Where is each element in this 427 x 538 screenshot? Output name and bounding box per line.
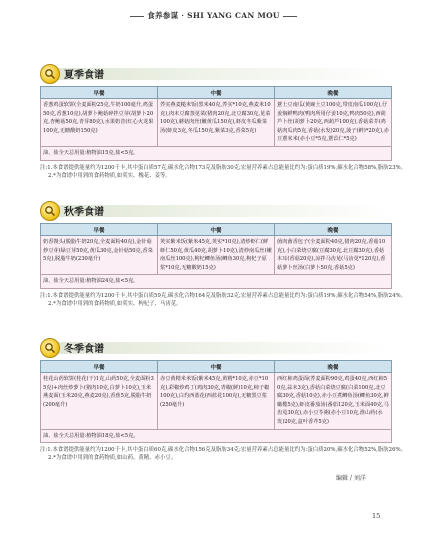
- breakfast-cell: 奶香馒头(脱脂牛奶20克,全麦面粉40克),金针菇炒豆芽(绿豆芽50克,黄瓜30克,金针菇50克,香菜5克),脱脂牛奶(230毫升): [41, 236, 158, 275]
- note-line: 2.*为食谱中用到的食药物质,如荚实、槐花、姜等。: [48, 172, 171, 179]
- dinner-cell: 菌肉菌香包子(全麦面粉40克,猪肉20克,香菇10克),小白菜烧豆腐(豆腐30克,北豆腐30克),香菇木耳(香菇20克),凉拌马齿苋(马齿苋*120克),香菇萝卜丝汤(白萝卜50克,香菇5克): [275, 236, 392, 275]
- editor-credit: 编辑 / 刘洋: [336, 475, 366, 482]
- column-header-lunch: 中餐: [158, 224, 275, 236]
- note-line: 2.*为食谱中用到的食药物质,如山药、黄精、赤小豆。: [48, 455, 177, 462]
- note-line: 注:1.本食谱提供能量约为1200千卡,其中蛋白质60克,碳水化合物156克及脂肪34克;宏量营养素占总能量比约为:蛋白质20%,碳水化合物52%,脂肪26%。: [40, 447, 407, 454]
- column-header-lunch: 中餐: [158, 361, 275, 373]
- note-line: 注:1.本食谱提供能量约为1200千卡,其中蛋白质57克,碳水化合物173克及脂肪30克;宏量营养素占总能量比约为:蛋白质19%,碳水化合物58%,脂肪23%。: [40, 164, 407, 171]
- section-heading: [40, 338, 392, 360]
- winter-section: [40, 338, 407, 462]
- dinner-cell: 西红柿鸡蛋面(荞麦面粉90克,鸡蛋40克,西红柿50克,蒜末3克),香菇白菜烧豆腐(白菜100克,北豆腐30克,香菇10克),赤小豆煮鲫鱼汤(鲫鱼30克,鲜橄榄5克),虾皮番茄汤(番茄120克,玉米面40克,马齿苋30克),赤小豆苓粥(赤小豆10克,淮山药(水发)20克,盒叶香芹5克): [275, 373, 392, 430]
- oil-salt-total: 油、盐全天总用量:植物油24克,盐<5克。: [41, 275, 392, 289]
- recipe-table: [40, 223, 392, 289]
- column-header-dinner: 晚餐: [275, 361, 392, 373]
- recipe-table: [40, 360, 392, 443]
- oil-salt-total: 油、盐全天总用量:植物油15克,盐<5克。: [41, 146, 392, 160]
- column-header-breakfast: 早餐: [41, 87, 158, 99]
- column-header-dinner: 晚餐: [275, 224, 392, 236]
- autumn-section: [40, 201, 407, 308]
- column-header-dinner: 晚餐: [275, 87, 392, 99]
- notes: [40, 446, 407, 462]
- section-title: 冬季食谱: [64, 344, 104, 355]
- lunch-cell: 荚实紫米饭(紫米45克,荚实*10克),清炒虾仁(鲜虾仁50克,黄瓜40克,胡萝卜10克),清炒南瓜丝(嫩南瓜丝100克),枸杞鲫鱼汤(鲫鱼30克,枸杞子原浆*10克,无糖酸奶15克): [158, 236, 275, 275]
- notes: [40, 292, 407, 308]
- running-header: [0, 10, 427, 21]
- recipe-table: [40, 86, 392, 161]
- section-heading: [40, 201, 392, 223]
- dinner-cell: 薏土豆南瓜(黄豌土豆100克,带皮南瓜100克),仔姜焖鲜鸭肉(鸭肉所用仔姜10克,鸭肉50克),西葫芦卜丝(胡萝卜20克,西葫芦100克),香菇菜芥(鸡菇肉瓜肉5克,香菇(水发)20克,菠子(鲜)*20克),赤豆薏米米(赤小豆*5克,薏苡仁*5克): [275, 99, 392, 147]
- lunch-cell: 赤豆黄精米米饭(紫米45克,黄精*10克,赤豆*10克),彩椒炒鸡丁(鸡肉30克,青椒(鲜)10克,柿子椒100克),白灼西蓝花(西蓝花100克),无糖黑豆浆(250毫升): [158, 373, 275, 430]
- column-header-breakfast: 早餐: [41, 224, 158, 236]
- section-heading: [40, 64, 392, 86]
- magnifier-icon: [40, 338, 60, 358]
- note-line: 2.*为食谱中用到的食药物质,如荚实、枸杞子、马齿苋。: [48, 300, 182, 307]
- summer-section: [40, 64, 407, 180]
- page-number: 15: [372, 512, 381, 520]
- column-header-breakfast: 早餐: [41, 361, 158, 373]
- oil-salt-total: 油、盐全天总用量:植物油18克,盐<5克。: [41, 429, 392, 443]
- section-title: 秋季食谱: [64, 207, 104, 218]
- column-header-lunch: 中餐: [158, 87, 275, 99]
- breakfast-cell: 香葱鸡蛋软饼(全麦面粉25克,牛奶100毫升,鸡蛋50克,香葱10克),胡萝卜鲍菇碎拌豆芽(胡萝卜20克,杏鲍菇50克,青芽80克),水果奶昔(红心火龙果100克,无糖酸奶150克): [41, 99, 158, 147]
- running-header-title: 食养参谋 · SHI YANG CAN MOU: [147, 11, 280, 20]
- section-title: 夏季食谱: [64, 70, 104, 81]
- note-line: 注:1.本食谱提供能量约为1200千卡,其中蛋白质59克,碳水化合物164克及脂肪32克;宏量营养素占总能量比约为:蛋白质19%,碳水化合物54%,脂肪24%。: [40, 292, 407, 299]
- breakfast-cell: 桂花山药软饼(桂花(干)1克,山药50克,全麦面粉35克)+肉丝炒萝卜(猪肉10克,白萝卜10克),玉米燕麦面(玉米20克,燕麦20克),香蕉5克,脱脂牛奶(200毫升): [41, 373, 158, 430]
- magnifier-icon: [40, 201, 60, 221]
- lunch-cell: 荞实燕麦糙米饭(黑米40克,荞实*10克,燕麦米10克),肉末豆腐蒸苋菜(猪肉20克,北豆腐30克,苋菜100克),蘑菇肉丝(嫩黄瓜150克),虾皮冬瓜紫菜汤(虾皮3克,冬瓜150克,紫菜3克,香菜5克): [158, 99, 275, 147]
- magnifier-icon: [40, 64, 60, 84]
- notes: [40, 164, 407, 180]
